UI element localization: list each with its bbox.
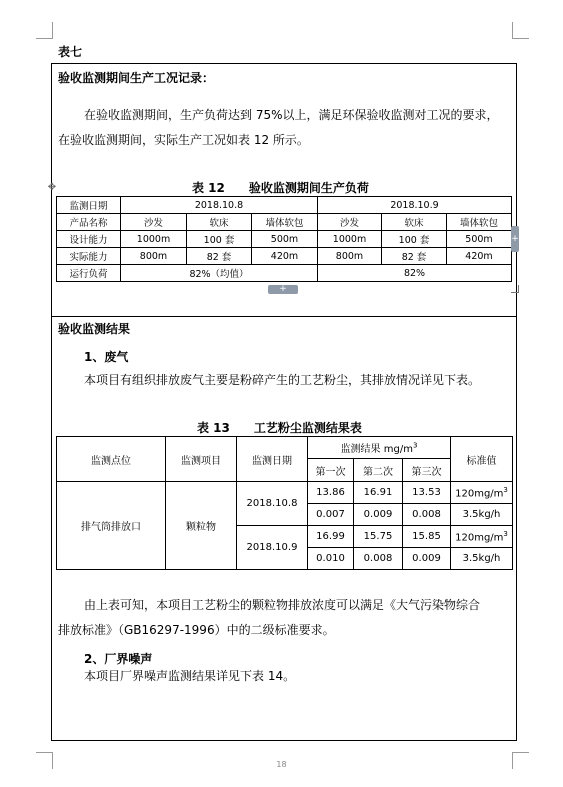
table-row xyxy=(57,265,512,282)
table-cell: 0.007 xyxy=(308,504,354,526)
table-cell: 设计能力 xyxy=(57,231,121,248)
table-cell: 监测点位 xyxy=(57,437,166,482)
unit-superscript: 3 xyxy=(503,529,508,538)
table-cell: 82 套 xyxy=(382,248,447,265)
subheading-exhaust-gas: 1、废气 xyxy=(84,350,129,364)
standard-concentration: 120mg/m xyxy=(455,488,504,500)
table-cell: 420m xyxy=(252,248,318,265)
table12-caption: 表 12 验收监测期间生产负荷 xyxy=(192,181,369,195)
table-cell: 3.5kg/h xyxy=(451,548,513,570)
section-heading-results: 验收监测结果 xyxy=(58,322,131,336)
table-cell: 墙体软包 xyxy=(447,214,512,231)
table-cell: 沙发 xyxy=(318,214,382,231)
table-cell: 3.5kg/h xyxy=(451,504,513,526)
table-cell: 100 套 xyxy=(187,231,252,248)
table-cell: 500m xyxy=(447,231,512,248)
crop-mark-top-left xyxy=(36,22,53,39)
plus-icon: + xyxy=(279,284,287,294)
table-cell: 2018.10.9 xyxy=(318,197,512,214)
table-cell: 0.008 xyxy=(403,504,451,526)
table-cell: 0.009 xyxy=(403,548,451,570)
table-cell: 运行负荷 xyxy=(57,265,121,282)
table-row xyxy=(57,437,513,459)
table-cell: 实际能力 xyxy=(57,248,121,265)
table-cell: 82% xyxy=(318,265,512,282)
table-cell: 2018.10.8 xyxy=(121,197,318,214)
table-row xyxy=(57,482,513,504)
standard-concentration: 120mg/m xyxy=(455,532,504,544)
resize-icon[interactable] xyxy=(511,285,519,293)
table-cell xyxy=(308,437,451,459)
table-cell: 沙发 xyxy=(121,214,187,231)
table-cell: 2018.10.8 xyxy=(237,482,308,526)
table-cell: 1000m xyxy=(318,231,382,248)
table-cell: 监测日期 xyxy=(57,197,121,214)
table-cell: 16.99 xyxy=(308,526,354,548)
table-cell: 墙体软包 xyxy=(252,214,318,231)
table-cell: 82%（均值） xyxy=(121,265,318,282)
table-cell: 0.010 xyxy=(308,548,354,570)
result-header-text: 监测结果 mg/m xyxy=(340,444,413,455)
table-cell: 15.75 xyxy=(354,526,403,548)
table-cell: 800m xyxy=(121,248,187,265)
table-cell: 420m xyxy=(447,248,512,265)
table-row xyxy=(57,214,512,231)
table-cell: 第一次 xyxy=(308,459,354,482)
table-cell: 第三次 xyxy=(403,459,451,482)
section-divider xyxy=(51,316,517,317)
paragraph-line: 本项目厂界噪声监测结果详见下表 14。 xyxy=(84,669,296,683)
add-column-button[interactable] xyxy=(511,226,519,252)
table-cell xyxy=(451,482,513,504)
paragraph-line: 在验收监测期间，生产负荷达到 75%以上，满足环保验收监测对工况的要求， xyxy=(84,108,499,122)
table13-caption: 表 13 工艺粉尘监测结果表 xyxy=(197,421,362,435)
unit-superscript: 3 xyxy=(412,441,418,450)
table-cell: 0.008 xyxy=(354,548,403,570)
table-cell: 第二次 xyxy=(354,459,403,482)
section-heading-production: 验收监测期间生产工况记录： xyxy=(58,71,215,85)
table-cell: 500m xyxy=(252,231,318,248)
table-dust-monitoring xyxy=(56,436,513,570)
table-cell: 监测日期 xyxy=(237,437,308,482)
table-label: 表七 xyxy=(58,45,83,59)
move-handle-icon[interactable]: ✥ xyxy=(47,182,57,193)
table-cell: 标准值 xyxy=(451,437,513,482)
plus-icon: + xyxy=(511,234,519,244)
table-cell: 800m xyxy=(318,248,382,265)
table-cell: 100 套 xyxy=(382,231,447,248)
table-row xyxy=(57,197,512,214)
add-row-button[interactable] xyxy=(268,285,298,294)
table-cell: 13.86 xyxy=(308,482,354,504)
unit-superscript: 3 xyxy=(503,485,508,494)
table-cell: 16.91 xyxy=(354,482,403,504)
table-cell: 颗粒物 xyxy=(166,482,237,570)
subheading-noise: 2、厂界噪声 xyxy=(84,652,153,666)
table-cell: 2018.10.9 xyxy=(237,526,308,570)
paragraph-line: 本项目有组织排放废气主要是粉碎产生的工艺粉尘，其排放情况详见下表。 xyxy=(84,373,481,387)
paragraph-line: 在验收监测期间，实际生产工况如表 12 所示。 xyxy=(58,133,309,147)
paragraph-line: 由上表可知，本项目工艺粉尘的颗粒物排放浓度可以满足《大气污染物综合 xyxy=(84,598,481,612)
table-cell: 82 套 xyxy=(187,248,252,265)
table-cell: 排气筒排放口 xyxy=(57,482,166,570)
paragraph-line: 排放标准》（GB16297-1996）中的二级标准要求。 xyxy=(58,623,335,637)
table-cell: 监测项目 xyxy=(166,437,237,482)
table-cell: 13.53 xyxy=(403,482,451,504)
table-row xyxy=(57,248,512,265)
table-cell: 15.85 xyxy=(403,526,451,548)
table-cell: 软床 xyxy=(187,214,252,231)
crop-mark-top-right xyxy=(512,22,529,39)
page-number: 18 xyxy=(276,760,287,769)
table-cell xyxy=(451,526,513,548)
table-cell: 软床 xyxy=(382,214,447,231)
table-production-load xyxy=(56,196,512,282)
table-cell: 0.009 xyxy=(354,504,403,526)
table-cell: 产品名称 xyxy=(57,214,121,231)
table-cell: 1000m xyxy=(121,231,187,248)
table-row xyxy=(57,231,512,248)
